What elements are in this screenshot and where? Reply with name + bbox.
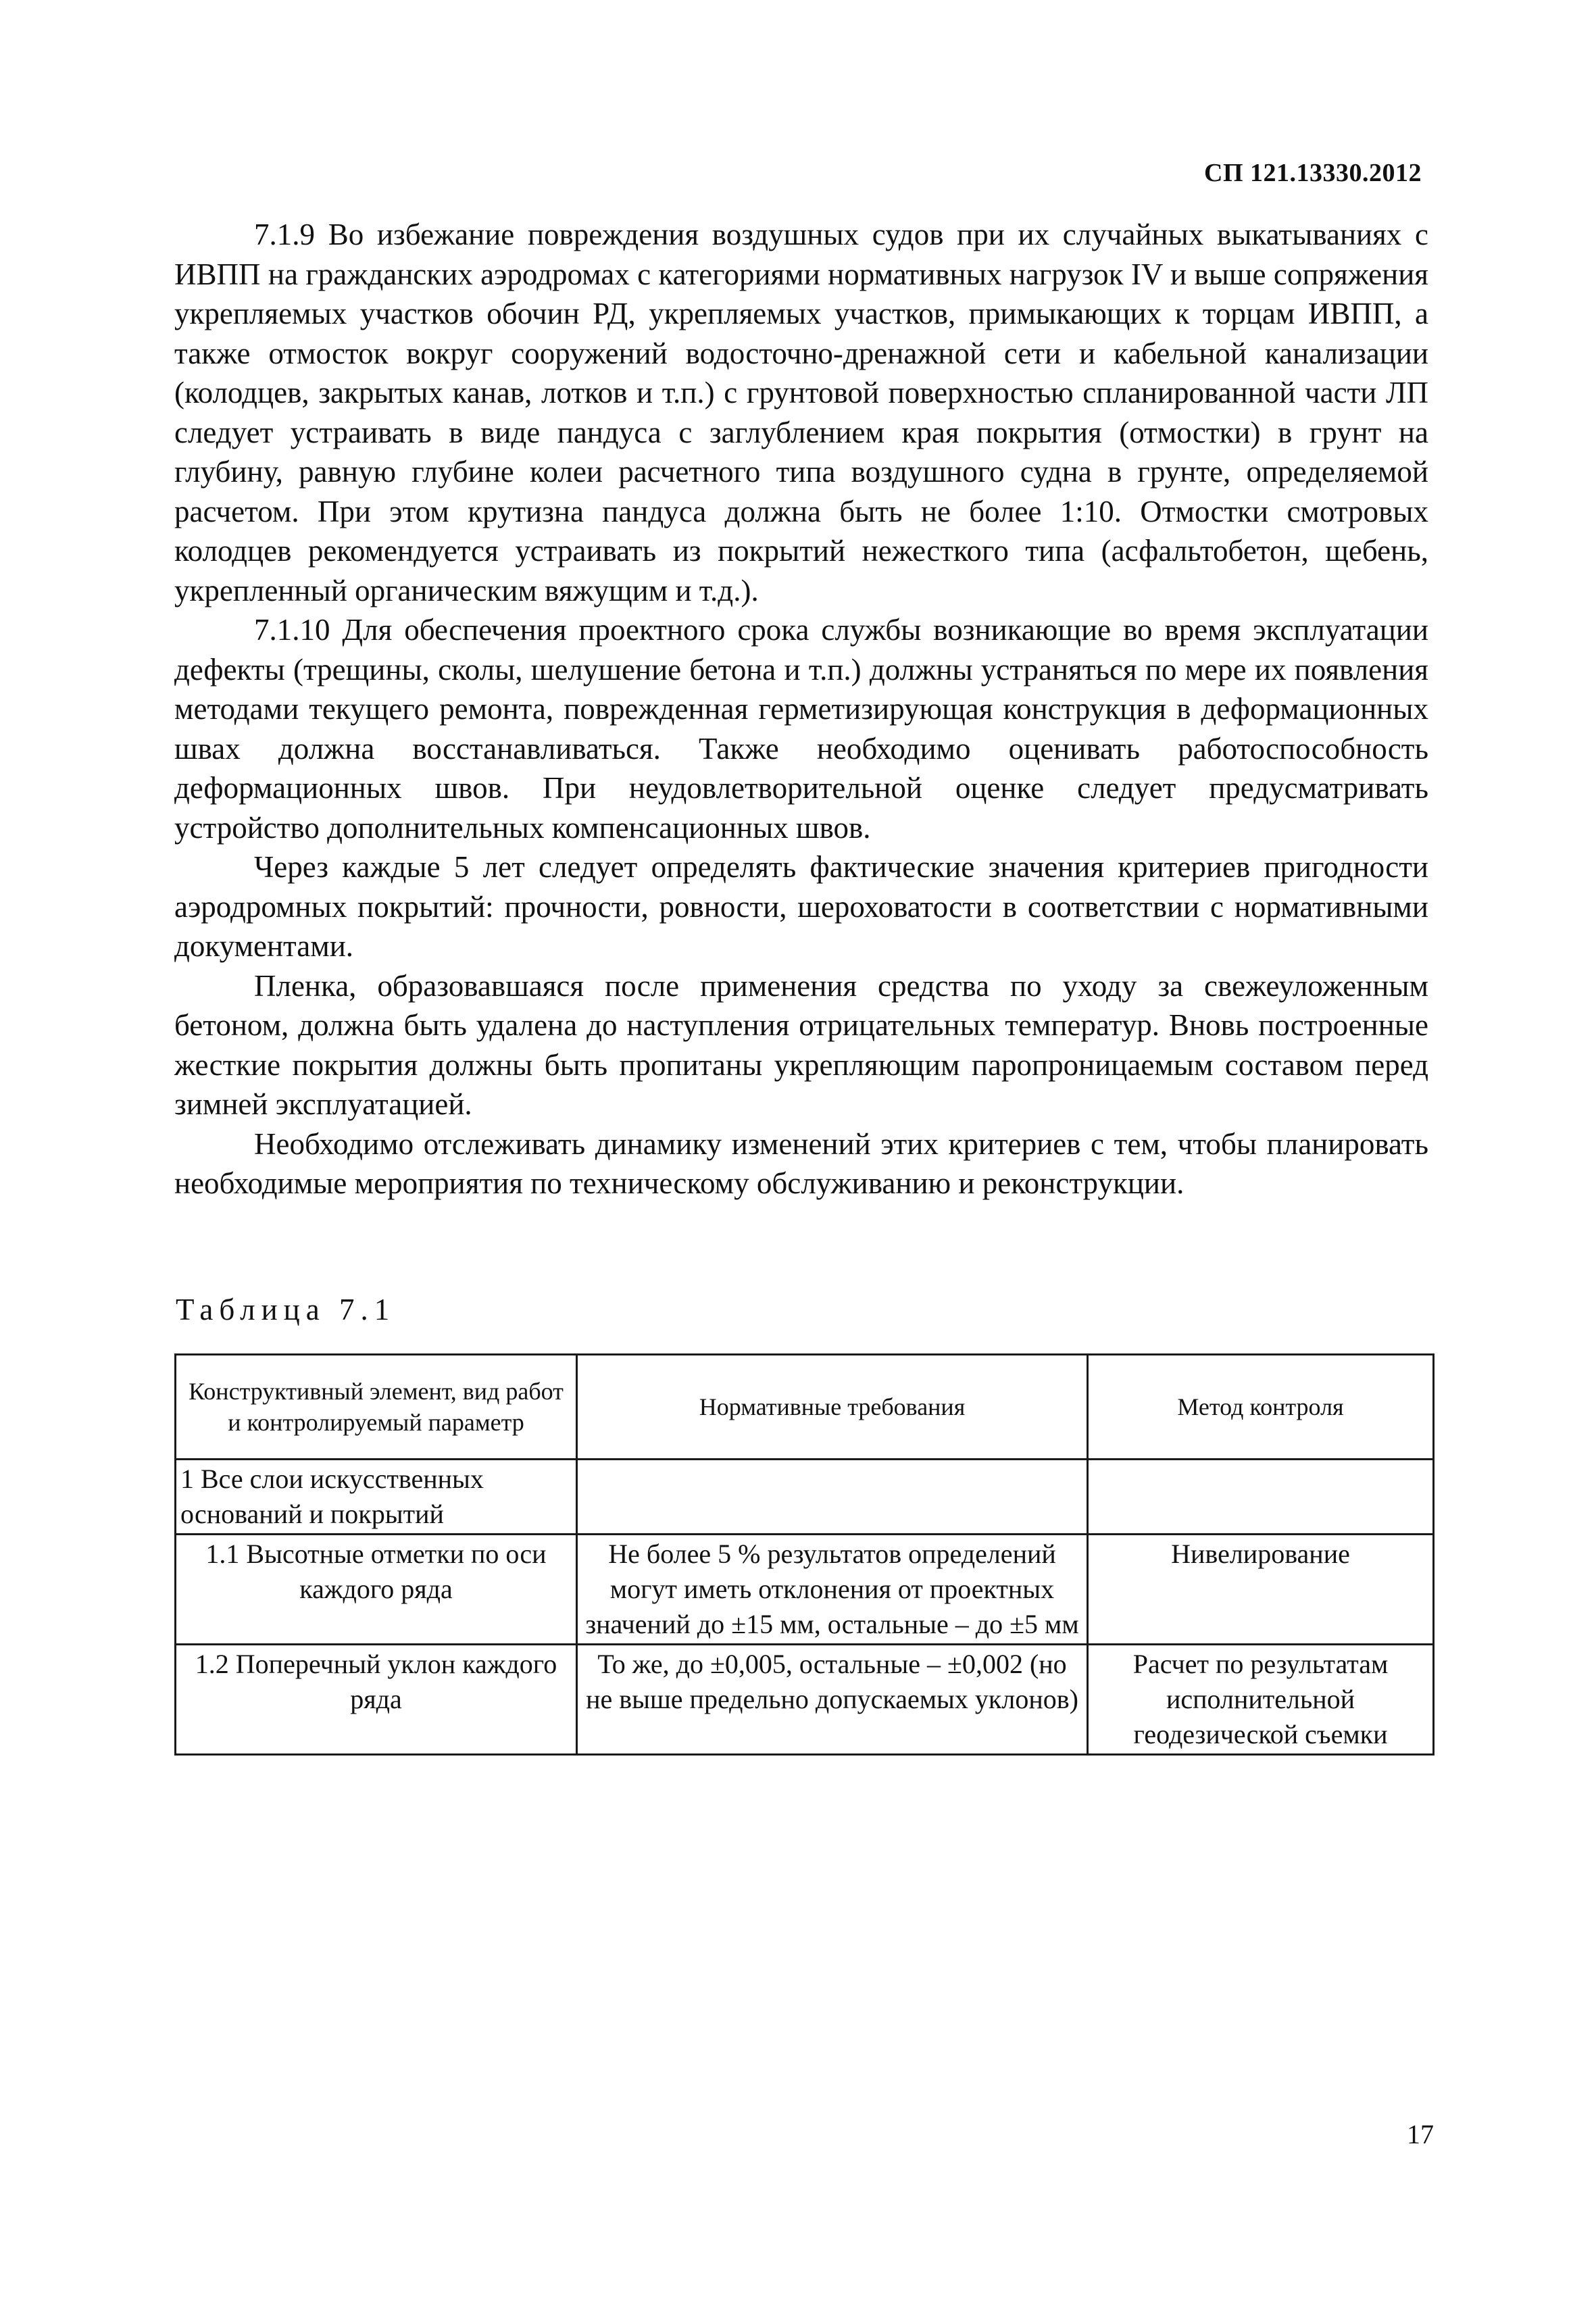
cell-method: Расчет по результатам исполнительной геодезической съемки (1088, 1645, 1434, 1755)
page-number: 17 (1407, 2119, 1434, 2149)
cell-requirement (577, 1460, 1088, 1535)
cell-element: 1.1 Высотные отметки по оси каждого ряда (176, 1535, 577, 1645)
cell-method: Нивелирование (1088, 1535, 1434, 1645)
header-method: Метод контроля (1088, 1355, 1434, 1460)
table-header-row (176, 1355, 1434, 1460)
table-row (176, 1645, 1434, 1755)
cell-requirement: Не более 5 % результатов определений могут иметь отклонения от проектных значений до ±15 мм, остальные – до ±5 мм (577, 1535, 1088, 1645)
table-row (176, 1460, 1434, 1535)
table-row (176, 1535, 1434, 1645)
cell-requirement: То же, до ±0,005, остальные – ±0,002 (но не выше предельно допускаемых уклонов) (577, 1645, 1088, 1755)
requirements-table (174, 1353, 1435, 1756)
body-text (174, 215, 1428, 1203)
cell-element: 1 Все слои искусственных оснований и покрытий (176, 1460, 577, 1535)
paragraph-7-1-10: 7.1.10 Для обеспечения проектного срока службы возникающие во время эксплуатации дефекты (трещины, сколы, шелушение бетона и т.п.) должны устраняться по мере их появления методами текущего ремонта, поврежденная герметизирующая конструкция в деформационных швах должна восстанавливаться. Также необходимо оценивать работоспособность деформационных швов. При неудовлетворительной оценке следует предусматривать устройство дополнительных компенсационных швов. (174, 613, 1428, 845)
header-element: Конструктивный элемент, вид работ и контролируемый параметр (176, 1355, 577, 1460)
cell-method (1088, 1460, 1434, 1535)
paragraph-7-1-9: 7.1.9 Во избежание повреждения воздушных судов при их случайных выкатываниях с ИВПП на гражданских аэродромах с категориями нормативных нагрузок IV и выше сопряжения укрепляемых участков обочин РД, укрепляемых участков, примыкающих к торцам ИВПП, а также отмосток вокруг сооружений водосточно-дренажной сети и кабельной канализации (колодцев, закрытых канав, лотков и т.п.) с грунтовой поверхностью спланированной части ЛП следует устраивать в виде пандуса с заглублением края покрытия (отмостки) в грунт на глубину, равную глубине колеи расчетного типа воздушного судна в грунте, определяемой расчетом. При этом крутизна пандуса должна быть не более 1:10. Отмостки смотровых колодцев рекомендуется устраивать из покрытий нежесткого типа (асфальтобетон, щебень, укрепленный органическим вяжущим и т.д.). (174, 218, 1428, 607)
paragraph-monitoring: Необходимо отслеживать динамику изменений этих критериев с тем, чтобы планировать необходимые мероприятия по техническому обслуживанию и реконструкции. (174, 1126, 1428, 1200)
document-code: СП 121.13330.2012 (1204, 159, 1422, 187)
paragraph-film: Пленка, образовавшаяся после применения средства по уходу за свежеуложенным бетоном, должна быть удалена до наступления отрицательных температур. Вновь построенные жесткие покрытия должны быть пропитаны укрепляющим паропроницаемым составом перед зимней эксплуатацией. (174, 968, 1428, 1121)
header-requirements: Нормативные требования (577, 1355, 1088, 1460)
cell-element: 1.2 Поперечный уклон каждого ряда (176, 1645, 577, 1755)
paragraph-five-years: Через каждые 5 лет следует определять фактические значения критериев пригодности аэродромных покрытий: прочности, ровности, шероховатости в соответствии с нормативными документами. (174, 850, 1428, 963)
table-caption: Таблица 7.1 (176, 1293, 396, 1326)
